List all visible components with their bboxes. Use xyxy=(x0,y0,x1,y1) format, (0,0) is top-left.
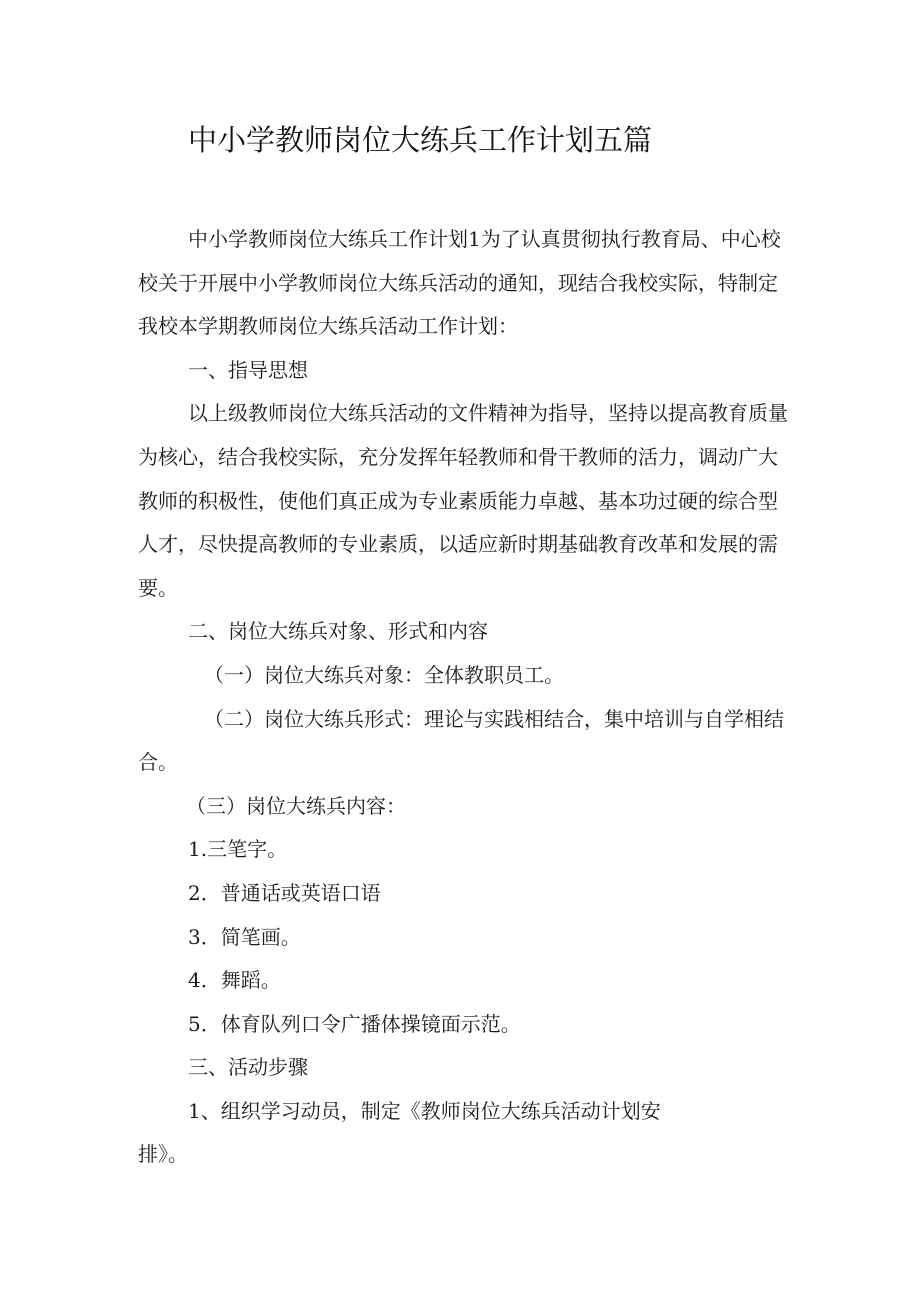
item-forms: （二）岗位大练兵形式：理论与实践相结合，集中培训与自学相结合。 xyxy=(138,706,784,775)
document-body xyxy=(138,218,788,1177)
list-item-2: 2．普通话或英语口语 xyxy=(188,880,381,905)
paragraph-guiding-ideology: 以上级教师岗位大练兵活动的文件精神为指导，坚持以提高教育质量为核心，结合我校实际，充分发挥年轻教师和骨干教师的活力，调动广大教师的积极性，使他们真正成为专业素质能力卓越、基本功过硬的综合型人才，尽快提高教师的专业素质，以适应新时期基础教育改革和发展的需要。 xyxy=(138,401,788,600)
list-item-5: 5．体育队列口令广播体操镜面示范。 xyxy=(188,1011,521,1036)
item-objects: （一）岗位大练兵对象：全体教职员工。 xyxy=(204,662,564,687)
paragraph-intro: 中小学教师岗位大练兵工作计划1为了认真贯彻执行教育局、中心校校关于开展中小学教师岗位大练兵活动的通知，现结合我校实际，特制定我校本学期教师岗位大练兵活动工作计划： xyxy=(138,227,781,339)
list-item-1: 1.三笔字。 xyxy=(188,837,288,862)
heading-activity-steps: 三、活动步骤 xyxy=(188,1055,308,1080)
list-item-3: 3．简笔画。 xyxy=(188,924,301,949)
item-content: （三）岗位大练兵内容： xyxy=(186,793,406,818)
heading-guiding-ideology: 一、指导思想 xyxy=(188,357,308,382)
document-title: 中小学教师岗位大练兵工作计划五篇 xyxy=(188,123,653,157)
list-item-4: 4．舞蹈。 xyxy=(188,968,281,993)
step-1: 1、组织学习动员，制定《教师岗位大练兵活动计划安排》。 xyxy=(138,1098,661,1167)
heading-objects-forms-content: 二、岗位大练兵对象、形式和内容 xyxy=(188,619,488,644)
